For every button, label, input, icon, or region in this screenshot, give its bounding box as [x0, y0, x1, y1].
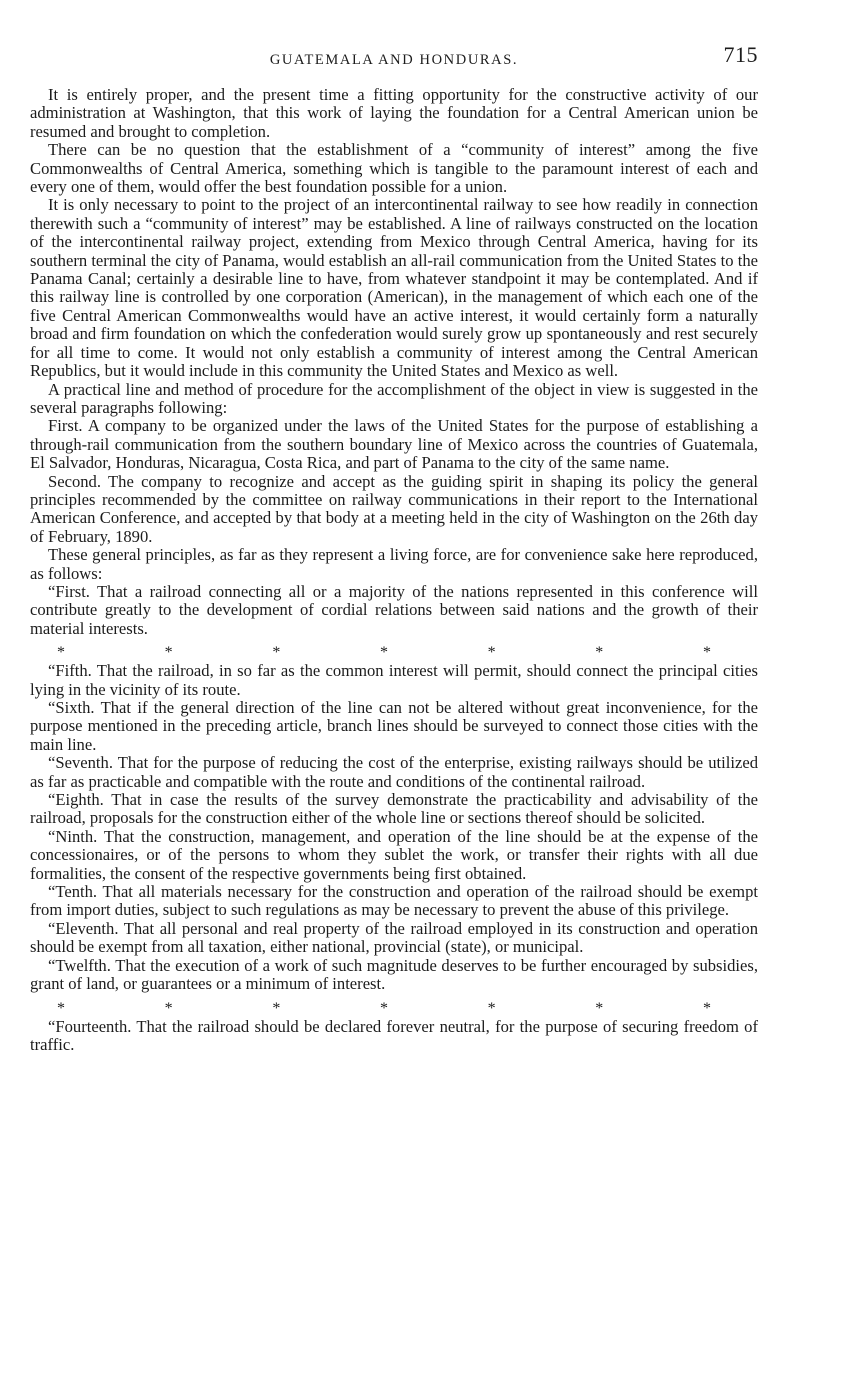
paragraph: First. A company to be organized under the laws of the United States for the purpose of establishing a through-rail communication from the southern boundary line of Mexico across the countries of Guatemala, El Salvador, Honduras, Nicaragua, Costa Rica, and part of Panama to the city of the same name. — [30, 416, 758, 473]
star: * — [57, 999, 65, 1017]
quoted-paragraph: “Sixth. That if the general direction of the line can not be altered without great inconvenience, for the purpose mentioned in the preceding article, branch lines should be surveyed to connect those cities with the main line. — [30, 698, 758, 754]
quoted-paragraph: “Ninth. That the construction, management, and operation of the line should be at the expense of the concessionaires, or of the persons to whom they sublet the work, or transfer their rights with all due formalities, the consent of the respective governments being first obtained. — [30, 826, 758, 883]
page-number: 715 — [723, 42, 758, 67]
star: * — [57, 644, 65, 662]
star: * — [379, 999, 388, 1017]
page-header — [30, 40, 758, 86]
star: * — [164, 999, 173, 1017]
document-page — [30, 40, 758, 1054]
running-head: GUATEMALA AND HONDURAS. — [269, 52, 519, 68]
star: * — [595, 644, 604, 662]
quoted-paragraph: “Twelfth. That the execution of a work of such magnitude deserves to be further encouraged by subsidies, grant of land, or guarantees or a minimum of interest. — [30, 955, 758, 994]
quoted-paragraph: “Fourteenth. That the railroad should be declared forever neutral, for the purpose of securing freedom of traffic. — [30, 1016, 758, 1054]
star: * — [164, 644, 173, 662]
star: * — [272, 644, 281, 662]
ellipsis-stars — [30, 644, 758, 662]
ellipsis-stars — [30, 1000, 758, 1018]
star: * — [487, 644, 496, 662]
quoted-paragraph: “Eighth. That in case the results of the survey demonstrate the practicability and advisability of the railroad, proposals for the construction either of the whole line or sections thereof should be solicited. — [30, 790, 758, 828]
paragraph: There can be no question that the establishment of a “community of interest” among the five Commonwealths of Central America, something which is tangible to the paramount interest of each and every one of them, would offer the best foundation possible for a union. — [30, 140, 758, 197]
quoted-paragraph: “Tenth. That all materials necessary for the construction and operation of the railroad should be exempt from import duties, subject to such regulations as may be necessary to prevent the abuse of this privilege. — [30, 882, 758, 920]
paragraph: It is entirely proper, and the present time a fitting opportunity for the constructive activity of our administration at Washington, that this work of laying the foundation for a Central American union be resumed and brought to completion. — [30, 85, 758, 141]
paragraph: These general principles, as far as they represent a living force, are for convenience sake here reproduced, as follows: — [30, 545, 758, 583]
star: * — [487, 999, 496, 1017]
star: * — [272, 999, 281, 1017]
body-text — [30, 86, 758, 1054]
star: * — [702, 644, 711, 662]
star: * — [379, 644, 388, 662]
quoted-paragraph: “Fifth. That the railroad, in so far as the common interest will permit, should connect the principal cities lying in the vicinity of its route. — [30, 661, 758, 699]
paragraph: Second. The company to recognize and accept as the guiding spirit in shaping its policy the general principles recommended by the committee on railway communications in their report to the International American Conference, and accepted by that body at a meeting held in the city of Washington on the 26th day of February, 1890. — [30, 471, 758, 546]
star: * — [702, 999, 711, 1017]
paragraph: It is only necessary to point to the project of an intercontinental railway to see how readily in connection therewith such a “community of interest” may be established. A line of railways constructed on the location of the intercontinental railway project, extending from Mexico through Central America, having for its southern terminal the city of Panama, would establish an all-rail communication from the United States to the Panama Canal; certainly a desirable line to have, from whatever standpoint it may be contemplated. And if this railway line is controlled by one corporation (American), in the management of which each one of the five Central American Commonwealths would have an active interest, it would certainly form a naturally broad and firm foundation on which the confederation would surely grow up spontaneously and rest securely for all time to come. It would not only establish a community of interest among the Central American Republics, but it would include in this community the United States and Mexico as well. — [30, 195, 758, 381]
paragraph: A practical line and method of procedure for the accomplishment of the object in view is suggested in the several paragraphs following: — [30, 379, 758, 417]
quoted-paragraph: “Eleventh. That all personal and real property of the railroad employed in its construction and operation should be exempt from all taxation, either national, provincial (state), or municipal. — [30, 918, 758, 957]
quoted-paragraph: “First. That a railroad connecting all or a majority of the nations represented in this conference will contribute greatly to the development of cordial relations between said nations and the growth of their material interests. — [30, 581, 758, 638]
quoted-paragraph: “Seventh. That for the purpose of reducing the cost of the enterprise, existing railways should be utilized as far as practicable and compatible with the route and conditions of the continental railroad. — [30, 753, 758, 791]
star: * — [595, 999, 604, 1017]
